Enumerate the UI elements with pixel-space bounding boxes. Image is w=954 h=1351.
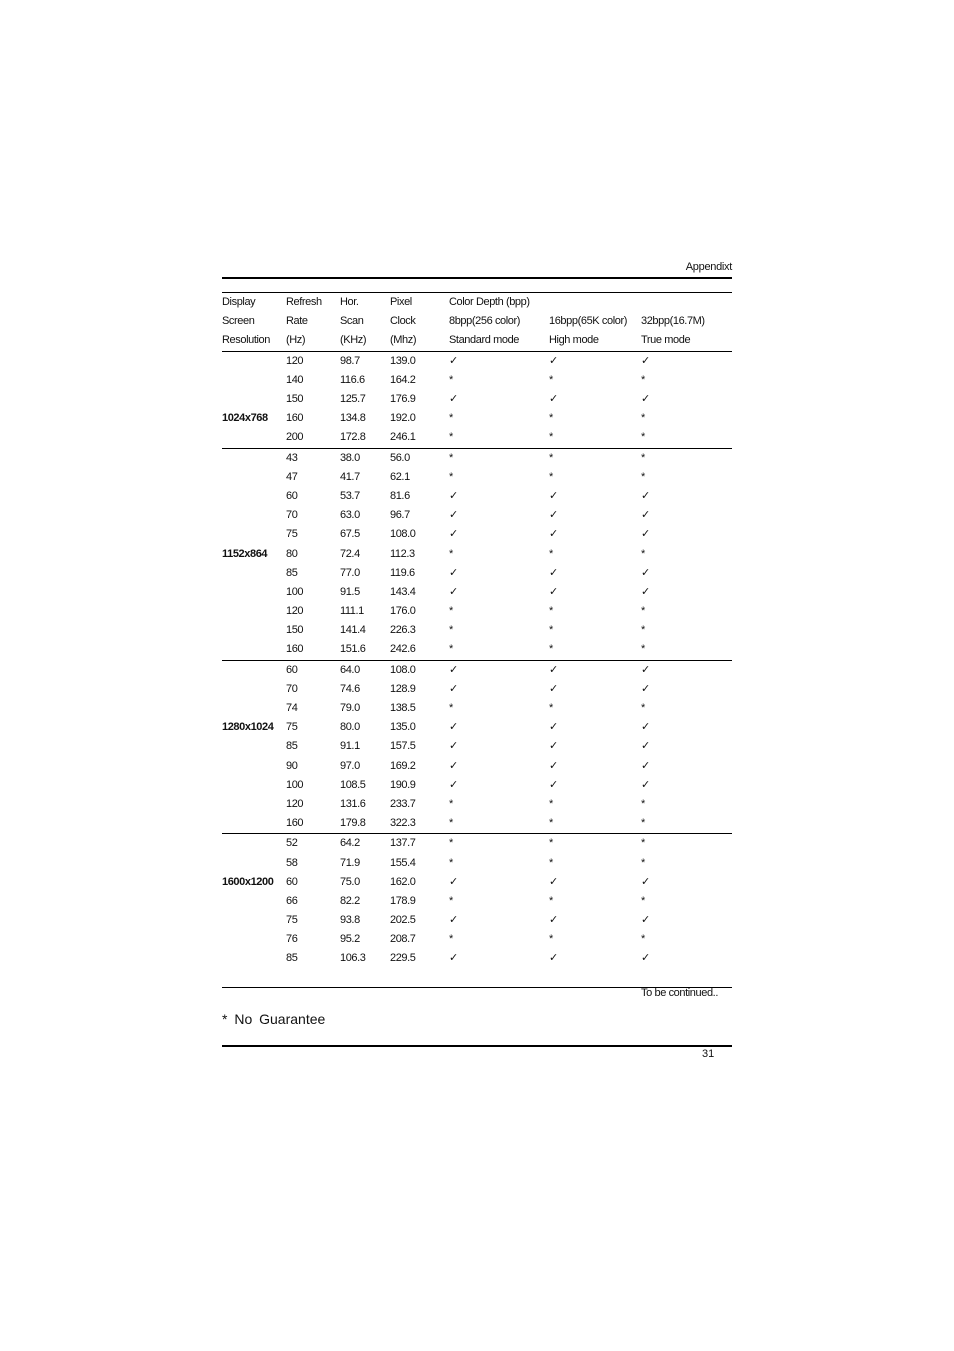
col-resolution-line1: Display [222, 293, 286, 313]
resolution-cell [222, 448, 286, 468]
table-row [222, 930, 732, 949]
mode-32bpp-cell: * [641, 431, 645, 444]
refresh-rate-cell: 150 [286, 624, 304, 637]
hor-scan-cell: 41.7 [340, 470, 360, 483]
refresh-rate-cell: 85 [286, 566, 298, 579]
hor-scan-cell: 91.1 [340, 740, 360, 753]
hor-scan-cell: 172.8 [340, 431, 366, 444]
resolution-cell [222, 795, 286, 814]
mode-32bpp-cell: * [641, 470, 645, 483]
mode-8bpp-cell: * [449, 412, 453, 425]
footnote-no-guarantee: * No Guarantee [222, 1011, 326, 1027]
resolution-cell [222, 853, 286, 872]
hor-scan-cell: 79.0 [340, 702, 360, 715]
resolution-cell [222, 468, 286, 487]
mode-16bpp-cell: * [549, 448, 641, 468]
mode-8bpp-cell: * [449, 470, 453, 483]
table-row [222, 448, 732, 468]
resolution-label: 1024x768 [222, 412, 268, 425]
resolution-cell [222, 390, 286, 409]
mode-16bpp-cell: * [549, 894, 553, 907]
refresh-rate-cell: 140 [286, 373, 304, 386]
resolution-cell [222, 525, 286, 544]
mode-32bpp-cell: ✓ [641, 509, 650, 522]
mode-32bpp-cell: ✓ [641, 949, 732, 988]
hor-scan-cell: 93.8 [340, 914, 360, 927]
refresh-rate-cell: 160 [286, 643, 304, 656]
resolution-cell [222, 660, 286, 680]
table-row [222, 795, 732, 814]
resolution-cell [222, 892, 286, 911]
pixel-clock-cell: 56.0 [390, 448, 449, 468]
refresh-rate-cell: 47 [286, 470, 298, 483]
mode-32bpp-cell: * [641, 856, 645, 869]
col-scan-line3: (KHz) [340, 331, 390, 351]
mode-32bpp-cell: ✓ [641, 660, 732, 680]
refresh-rate-cell: 60 [286, 660, 340, 680]
hor-scan-cell: 98.7 [340, 354, 360, 367]
pixel-clock-cell: 108.0 [390, 660, 449, 680]
col-clock-line1: Pixel [390, 293, 449, 313]
pixel-clock-cell: 137.7 [390, 834, 449, 854]
resolution-cell [222, 564, 286, 583]
col-refresh-line3: (Hz) [286, 331, 340, 351]
mode-16bpp-cell: ✓ [549, 509, 558, 522]
table-row [222, 506, 732, 525]
refresh-rate-cell: 120 [286, 354, 304, 367]
mode-8bpp-cell: * [449, 817, 453, 830]
resolution-cell [222, 911, 286, 930]
hor-scan-cell: 75.0 [340, 875, 360, 888]
hor-scan-cell: 95.2 [340, 933, 360, 946]
mode-16bpp-cell: * [549, 817, 553, 830]
table-row [222, 911, 732, 930]
table-header [222, 293, 732, 352]
hor-scan-cell: 71.9 [340, 856, 360, 869]
refresh-rate-cell: 160 [286, 817, 304, 830]
refresh-rate-cell: 75 [286, 528, 298, 541]
mode-8bpp-cell: ✓ [449, 566, 458, 579]
refresh-rate-cell: 90 [286, 759, 298, 772]
table-row [222, 814, 732, 834]
col-mode-32bpp: 32bpp(16.7M) [641, 315, 705, 328]
mode-16bpp-cell: ✓ [549, 778, 558, 791]
col-mode-true: True mode [641, 331, 732, 351]
page-number: 31 [702, 1048, 715, 1060]
mode-8bpp-cell: ✓ [449, 489, 458, 502]
mode-16bpp-cell: * [549, 547, 553, 560]
resolution-cell [222, 680, 286, 699]
section-header: Appendixt [685, 261, 732, 273]
mode-32bpp-cell: * [641, 797, 645, 810]
mode-32bpp-cell: ✓ [641, 393, 650, 406]
refresh-rate-cell: 150 [286, 393, 304, 406]
mode-32bpp-cell: * [641, 605, 645, 618]
resolution-cell [222, 737, 286, 756]
pixel-clock-cell: 169.2 [390, 759, 416, 772]
pixel-clock-cell: 62.1 [390, 470, 410, 483]
mode-16bpp-cell: ✓ [549, 759, 558, 772]
hor-scan-cell: 77.0 [340, 566, 360, 579]
table-row [222, 737, 732, 756]
refresh-rate-cell: 60 [286, 489, 298, 502]
mode-8bpp-cell: * [449, 624, 453, 637]
hor-scan-cell: 67.5 [340, 528, 360, 541]
resolution-cell [222, 776, 286, 795]
resolution-cell [222, 699, 286, 718]
mode-8bpp-cell: * [449, 431, 453, 444]
mode-16bpp-cell: ✓ [549, 875, 558, 888]
pixel-clock-cell: 178.9 [390, 894, 416, 907]
pixel-clock-cell: 202.5 [390, 914, 416, 927]
hor-scan-cell: 64.2 [340, 834, 390, 854]
hor-scan-cell: 64.0 [340, 660, 390, 680]
pixel-clock-cell: 190.9 [390, 778, 416, 791]
mode-16bpp-cell: ✓ [549, 721, 558, 734]
pixel-clock-cell: 128.9 [390, 682, 416, 695]
hor-scan-cell: 53.7 [340, 489, 360, 502]
resolution-cell [222, 428, 286, 448]
hor-scan-cell: 72.4 [340, 547, 360, 560]
mode-16bpp-cell: * [549, 856, 553, 869]
mode-8bpp-cell: * [449, 856, 453, 869]
pixel-clock-cell: 164.2 [390, 373, 416, 386]
refresh-rate-cell: 75 [286, 721, 298, 734]
col-scan-line1: Hor. [340, 293, 390, 313]
mode-32bpp-cell: ✓ [641, 721, 650, 734]
refresh-rate-cell: 70 [286, 509, 298, 522]
resolution-cell [222, 949, 286, 988]
resolution-cell [222, 814, 286, 834]
mode-16bpp-cell: ✓ [549, 566, 558, 579]
table-row [222, 428, 732, 448]
pixel-clock-cell: 138.5 [390, 702, 416, 715]
mode-32bpp-cell: ✓ [641, 914, 650, 927]
refresh-rate-cell: 52 [286, 834, 340, 854]
table-row [222, 680, 732, 699]
refresh-rate-cell: 80 [286, 547, 298, 560]
mode-8bpp-cell: ✓ [449, 393, 458, 406]
table-row [222, 390, 732, 409]
table-row [222, 602, 732, 621]
table-row [222, 949, 732, 988]
mode-32bpp-cell: * [641, 702, 645, 715]
resolution-group [222, 351, 732, 448]
mode-8bpp-cell: ✓ [449, 585, 458, 598]
mode-32bpp-cell: * [641, 448, 732, 468]
mode-8bpp-cell: * [449, 834, 549, 854]
table-row [222, 853, 732, 872]
mode-32bpp-cell: * [641, 412, 645, 425]
mode-32bpp-cell: ✓ [641, 740, 650, 753]
mode-16bpp-cell: * [549, 702, 553, 715]
display-modes-table [222, 292, 732, 988]
mode-16bpp-cell: * [549, 470, 553, 483]
refresh-rate-cell: 74 [286, 702, 298, 715]
table-row [222, 757, 732, 776]
resolution-group [222, 448, 732, 660]
refresh-rate-cell: 85 [286, 949, 340, 988]
header-rule [222, 277, 732, 279]
mode-32bpp-cell: ✓ [641, 682, 650, 695]
resolution-cell [222, 583, 286, 602]
resolution-label: 1152x864 [222, 547, 268, 560]
resolution-cell [222, 487, 286, 506]
pixel-clock-cell: 233.7 [390, 797, 416, 810]
table-row [222, 564, 732, 583]
resolution-cell [222, 506, 286, 525]
mode-32bpp-cell: ✓ [641, 875, 650, 888]
pixel-clock-cell: 176.9 [390, 393, 416, 406]
mode-16bpp-cell: ✓ [549, 354, 558, 367]
refresh-rate-cell: 100 [286, 585, 304, 598]
col-clock-line3: (Mhz) [390, 331, 449, 351]
mode-8bpp-cell: ✓ [449, 914, 458, 927]
resolution-group [222, 660, 732, 834]
mode-32bpp-cell: ✓ [641, 759, 650, 772]
hor-scan-cell: 131.6 [340, 797, 366, 810]
pixel-clock-cell: 157.5 [390, 740, 416, 753]
table-row [222, 834, 732, 854]
refresh-rate-cell: 76 [286, 933, 298, 946]
table-row [222, 371, 732, 390]
hor-scan-cell: 141.4 [340, 624, 366, 637]
mode-16bpp-cell: * [549, 373, 553, 386]
pixel-clock-cell: 81.6 [390, 489, 410, 502]
hor-scan-cell: 80.0 [340, 721, 360, 734]
resolution-cell [222, 602, 286, 621]
hor-scan-cell: 106.3 [340, 949, 390, 988]
pixel-clock-cell: 119.6 [390, 566, 415, 579]
resolution-label: 1280x1024 [222, 721, 274, 734]
mode-8bpp-cell: * [449, 702, 453, 715]
mode-8bpp-cell: ✓ [449, 660, 549, 680]
resolution-cell [222, 621, 286, 640]
resolution-cell [222, 351, 286, 371]
col-color-depth: Color Depth (bpp) [449, 293, 732, 313]
col-refresh-line2: Rate [286, 315, 308, 328]
mode-32bpp-cell: ✓ [641, 354, 650, 367]
mode-16bpp-cell: * [549, 431, 553, 444]
mode-8bpp-cell: * [449, 547, 453, 560]
table-row [222, 776, 732, 795]
mode-16bpp-cell: ✓ [549, 489, 558, 502]
pixel-clock-cell: 322.3 [390, 817, 416, 830]
table-row [222, 468, 732, 487]
mode-16bpp-cell: * [549, 643, 553, 656]
table-row [222, 718, 732, 737]
table-row [222, 640, 732, 660]
hor-scan-cell: 125.7 [340, 393, 366, 406]
table-row [222, 487, 732, 506]
mode-16bpp-cell: ✓ [549, 585, 558, 598]
col-resolution-line2: Screen [222, 315, 255, 328]
col-scan-line2: Scan [340, 315, 364, 328]
mode-8bpp-cell: ✓ [449, 759, 458, 772]
mode-32bpp-cell: * [641, 817, 645, 830]
pixel-clock-cell: 226.3 [390, 624, 416, 637]
mode-8bpp-cell: ✓ [449, 528, 458, 541]
refresh-rate-cell: 75 [286, 914, 298, 927]
mode-32bpp-cell: ✓ [641, 489, 650, 502]
hor-scan-cell: 74.6 [340, 682, 360, 695]
mode-8bpp-cell: * [449, 373, 453, 386]
table-row [222, 699, 732, 718]
pixel-clock-cell: 162.0 [390, 875, 416, 888]
hor-scan-cell: 97.0 [340, 759, 360, 772]
hor-scan-cell: 151.6 [340, 643, 366, 656]
pixel-clock-cell: 229.5 [390, 949, 449, 988]
footer-rule [222, 1045, 732, 1047]
hor-scan-cell: 82.2 [340, 894, 360, 907]
resolution-group [222, 834, 732, 988]
hor-scan-cell: 63.0 [340, 509, 360, 522]
mode-32bpp-cell: * [641, 547, 645, 560]
mode-32bpp-cell: * [641, 834, 732, 854]
mode-8bpp-cell: ✓ [449, 509, 458, 522]
pixel-clock-cell: 242.6 [390, 643, 416, 656]
table-row [222, 892, 732, 911]
mode-32bpp-cell: * [641, 894, 645, 907]
refresh-rate-cell: 58 [286, 856, 298, 869]
continued-note: To be continued.. [641, 987, 718, 999]
resolution-cell [222, 834, 286, 854]
mode-16bpp-cell: ✓ [549, 949, 641, 988]
mode-32bpp-cell: * [641, 643, 645, 656]
mode-8bpp-cell: * [449, 448, 549, 468]
table-row [222, 583, 732, 602]
hor-scan-cell: 179.8 [340, 817, 366, 830]
col-mode-high: High mode [549, 331, 641, 351]
resolution-cell [222, 930, 286, 949]
table-row [222, 525, 732, 544]
mode-16bpp-cell: * [549, 412, 553, 425]
table-row [222, 409, 732, 428]
refresh-rate-cell: 70 [286, 682, 298, 695]
col-mode-8bpp: 8bpp(256 color) [449, 315, 521, 328]
col-mode-16bpp: 16bpp(65K color) [549, 315, 627, 328]
mode-32bpp-cell: ✓ [641, 566, 650, 579]
resolution-label: 1600x1200 [222, 875, 274, 888]
mode-8bpp-cell: ✓ [449, 682, 458, 695]
refresh-rate-cell: 100 [286, 778, 304, 791]
hor-scan-cell: 38.0 [340, 448, 390, 468]
refresh-rate-cell: 200 [286, 431, 304, 444]
pixel-clock-cell: 143.4 [390, 585, 416, 598]
refresh-rate-cell: 160 [286, 412, 304, 425]
mode-16bpp-cell: ✓ [549, 393, 558, 406]
mode-32bpp-cell: ✓ [641, 528, 650, 541]
pixel-clock-cell: 112.3 [390, 547, 415, 560]
refresh-rate-cell: 120 [286, 605, 304, 618]
refresh-rate-cell: 60 [286, 875, 298, 888]
pixel-clock-cell: 176.0 [390, 605, 416, 618]
pixel-clock-cell: 135.0 [390, 721, 416, 734]
mode-32bpp-cell: * [641, 933, 645, 946]
hor-scan-cell: 108.5 [340, 778, 366, 791]
hor-scan-cell: 116.6 [340, 373, 365, 386]
pixel-clock-cell: 139.0 [390, 354, 416, 367]
mode-16bpp-cell: * [549, 933, 553, 946]
mode-16bpp-cell: * [549, 834, 641, 854]
pixel-clock-cell: 155.4 [390, 856, 416, 869]
mode-8bpp-cell: ✓ [449, 875, 458, 888]
mode-16bpp-cell: ✓ [549, 660, 641, 680]
mode-8bpp-cell: * [449, 933, 453, 946]
table-row [222, 351, 732, 371]
hor-scan-cell: 111.1 [340, 605, 364, 618]
mode-8bpp-cell: * [449, 605, 453, 618]
mode-16bpp-cell: ✓ [549, 528, 558, 541]
hor-scan-cell: 134.8 [340, 412, 366, 425]
pixel-clock-cell: 96.7 [390, 509, 410, 522]
mode-16bpp-cell: ✓ [549, 682, 558, 695]
refresh-rate-cell: 66 [286, 894, 298, 907]
mode-16bpp-cell: * [549, 624, 553, 637]
resolution-cell [222, 371, 286, 390]
refresh-rate-cell: 120 [286, 797, 304, 810]
table-row [222, 660, 732, 680]
mode-8bpp-cell: ✓ [449, 721, 458, 734]
col-refresh-line1: Refresh [286, 293, 340, 313]
mode-32bpp-cell: ✓ [641, 778, 650, 791]
mode-8bpp-cell: * [449, 643, 453, 656]
pixel-clock-cell: 108.0 [390, 528, 416, 541]
mode-16bpp-cell: * [549, 797, 553, 810]
pixel-clock-cell: 246.1 [390, 431, 416, 444]
table-row [222, 544, 732, 563]
col-mode-standard: Standard mode [449, 331, 549, 351]
refresh-rate-cell: 85 [286, 740, 298, 753]
mode-8bpp-cell: ✓ [449, 778, 458, 791]
col-resolution-line3: Resolution [222, 331, 286, 351]
refresh-rate-cell: 43 [286, 448, 340, 468]
col-clock-line2: Clock [390, 315, 416, 328]
mode-16bpp-cell: * [549, 605, 553, 618]
pixel-clock-cell: 192.0 [390, 412, 416, 425]
table-row [222, 621, 732, 640]
pixel-clock-cell: 208.7 [390, 933, 416, 946]
table-row [222, 873, 732, 892]
hor-scan-cell: 91.5 [340, 585, 360, 598]
resolution-cell [222, 640, 286, 660]
mode-16bpp-cell: ✓ [549, 914, 558, 927]
mode-8bpp-cell: ✓ [449, 740, 458, 753]
mode-8bpp-cell: ✓ [449, 949, 549, 988]
mode-8bpp-cell: ✓ [449, 354, 458, 367]
mode-32bpp-cell: * [641, 624, 645, 637]
mode-8bpp-cell: * [449, 894, 453, 907]
mode-32bpp-cell: * [641, 373, 645, 386]
mode-16bpp-cell: ✓ [549, 740, 558, 753]
mode-8bpp-cell: * [449, 797, 453, 810]
mode-32bpp-cell: ✓ [641, 585, 650, 598]
resolution-cell [222, 757, 286, 776]
